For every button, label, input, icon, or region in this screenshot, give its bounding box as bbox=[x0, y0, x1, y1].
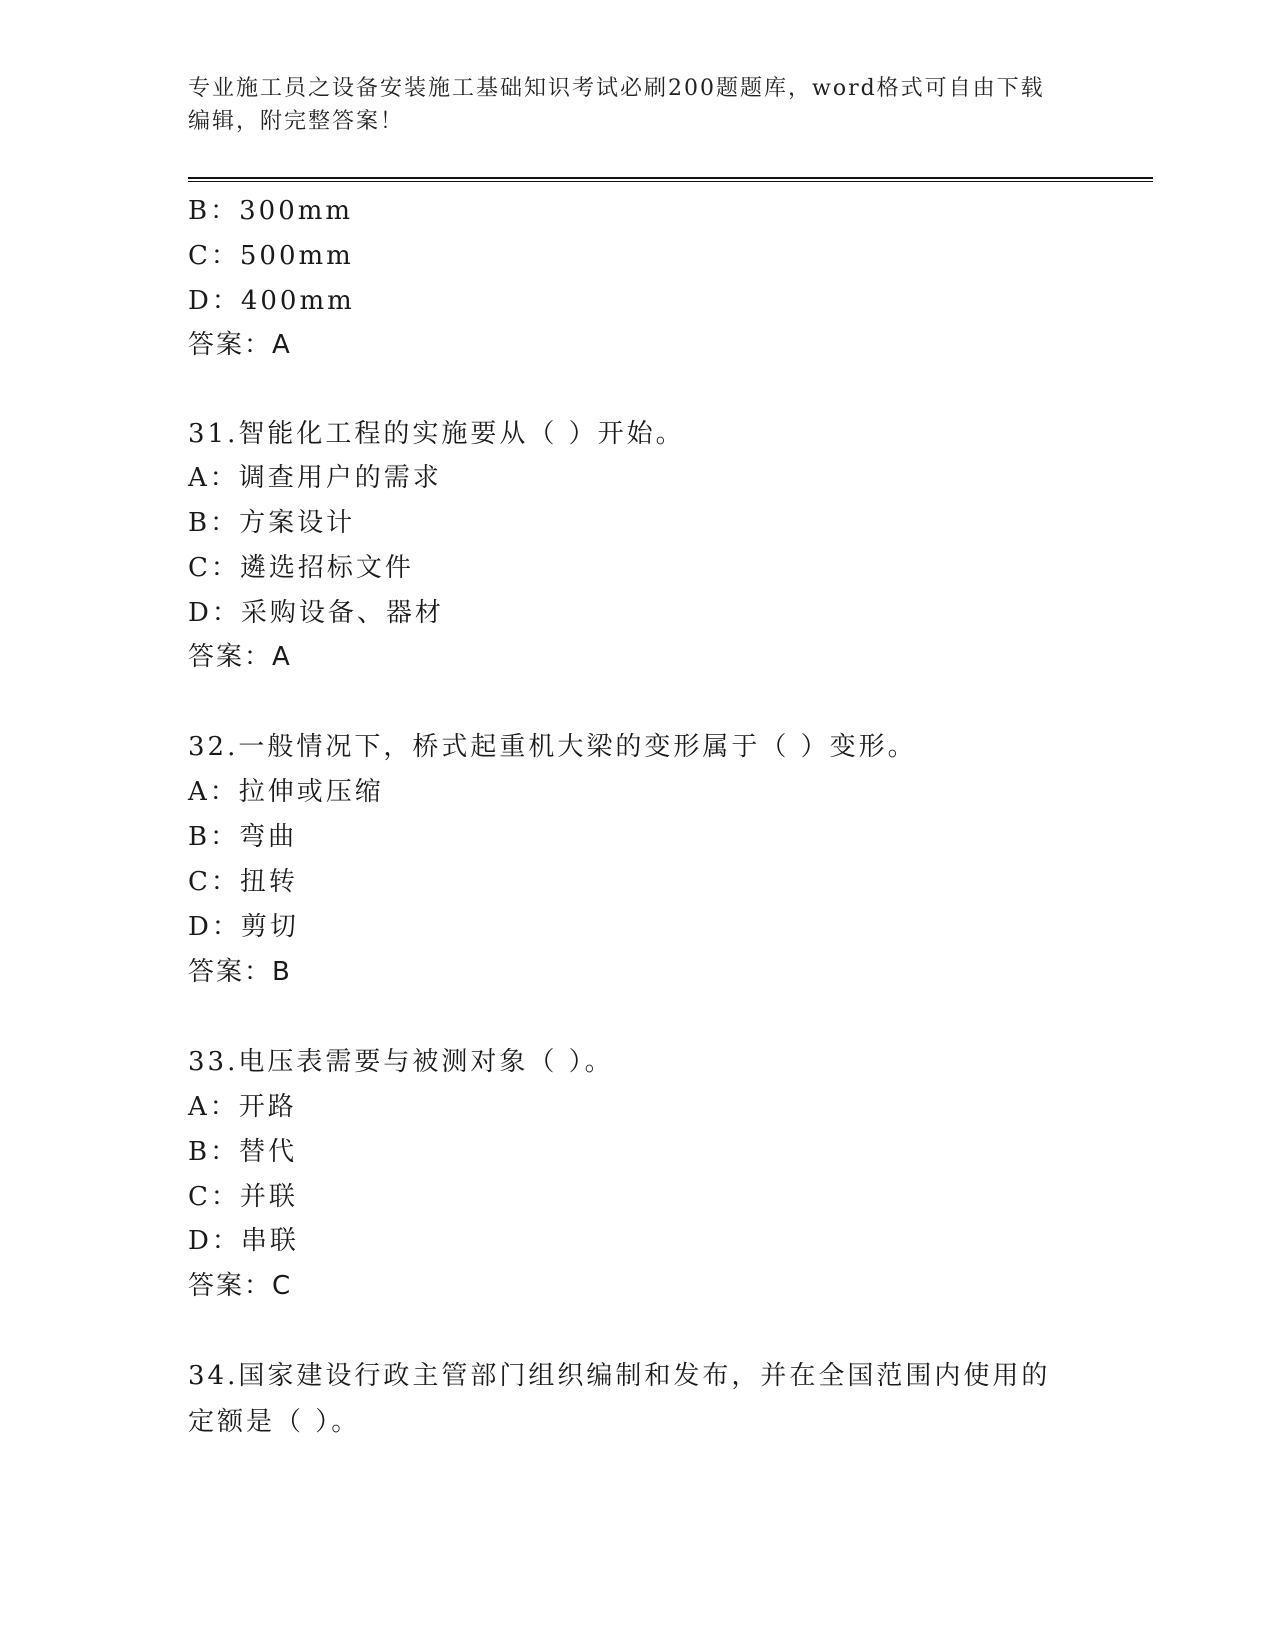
option-b: B：弯曲 bbox=[188, 822, 298, 852]
option-d: D：采购设备、器材 bbox=[188, 598, 444, 628]
question-stem: 33.电压表需要与被测对象（ ）。 bbox=[188, 1047, 614, 1077]
option-a: A：开路 bbox=[188, 1092, 297, 1122]
option-c: C：遴选招标文件 bbox=[188, 553, 414, 583]
option-b: B：方案设计 bbox=[188, 508, 356, 538]
question-stem: 32.一般情况下，桥式起重机大梁的变形属于（ ）变形。 bbox=[188, 732, 917, 762]
question-stem: 31.智能化工程的实施要从（ ）开始。 bbox=[188, 419, 685, 449]
header-divider bbox=[188, 177, 1153, 182]
option-d: D：400mm bbox=[188, 286, 355, 316]
option-a: A：调查用户的需求 bbox=[188, 463, 442, 493]
option-c: C：扭转 bbox=[188, 867, 298, 897]
document-header: 专业施工员之设备安装施工基础知识考试必刷200题题库，word格式可自由下载编辑，附完整答案！ bbox=[188, 76, 1045, 134]
option-c: C：并联 bbox=[188, 1182, 298, 1212]
option-c: C：500mm bbox=[188, 241, 354, 271]
option-b: B：替代 bbox=[188, 1137, 298, 1167]
answer-label: 答案：C bbox=[188, 1271, 293, 1301]
answer-label: 答案：A bbox=[188, 330, 292, 360]
option-b: B：300mm bbox=[188, 196, 354, 226]
answer-label: 答案：B bbox=[188, 957, 292, 987]
option-d: D：剪切 bbox=[188, 912, 299, 942]
option-d: D：串联 bbox=[188, 1226, 299, 1256]
answer-label: 答案：A bbox=[188, 642, 292, 672]
question-stem: 34.国家建设行政主管部门组织编制和发布，并在全国范围内使用的定额是（ ）。 bbox=[188, 1361, 1051, 1437]
option-a: A：拉伸或压缩 bbox=[188, 777, 384, 807]
